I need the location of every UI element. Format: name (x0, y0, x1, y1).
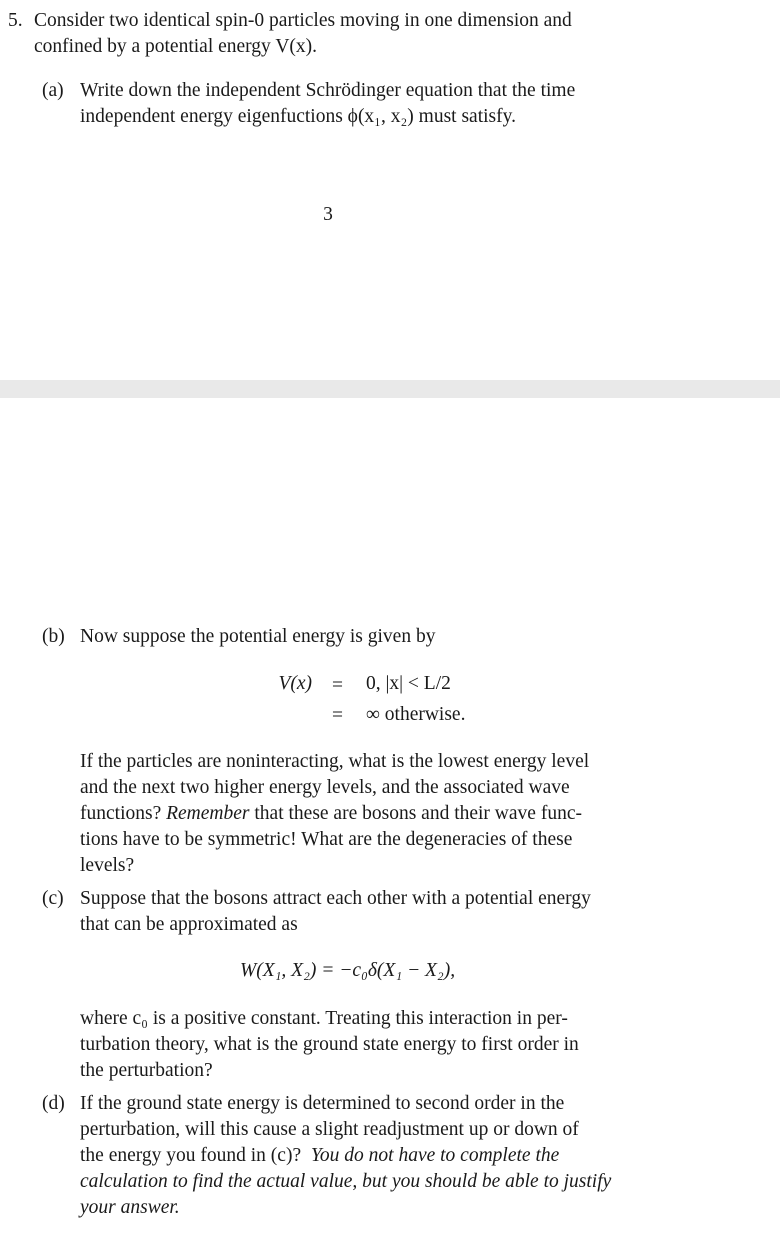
part-d-line2: perturbation, will this cause a slight readjustment up or down of (80, 1119, 579, 1140)
interaction-equation: W(X₁, X₂) = −c₀δ(X₁ − X₂), (240, 960, 456, 981)
page-number: 3 (323, 204, 333, 225)
eq-equals-2: = (332, 705, 343, 726)
part-b-paragraph (80, 749, 674, 879)
eq-lhs: V(x) (278, 673, 312, 694)
part-b-para-line1: If the particles are noninteracting, what is the lowest energy level (80, 751, 590, 772)
problem-number: 5. (8, 10, 23, 31)
part-d-line1: If the ground state energy is determined to second order in the (80, 1093, 565, 1114)
part-d-line5: your answer. (80, 1197, 180, 1218)
part-c-paragraph (80, 1006, 674, 1084)
remember-emphasis: Remember (166, 803, 250, 824)
part-c-line5: the perturbation? (80, 1060, 213, 1081)
part-a-line1: Write down the independent Schrödinger equation that the time (80, 80, 576, 101)
eq-equals-1: = (332, 675, 343, 696)
part-c-line2: that can be approximated as (80, 914, 298, 935)
part-d-body (80, 1091, 674, 1221)
eq-rhs-1: 0, |x| < L/2 (366, 673, 451, 694)
part-b-para-line5: levels? (80, 855, 135, 876)
part-b-label: (b) (42, 626, 65, 647)
problem-intro-line2: confined by a potential energy V(x). (34, 36, 318, 57)
part-c-intro (80, 886, 674, 938)
part-c-line1: Suppose that the bosons attract each other with a potential energy (80, 888, 591, 909)
part-b-para-line2: and the next two higher energy levels, and the associated wave (80, 777, 570, 798)
eq-rhs-2: ∞ otherwise. (366, 704, 466, 725)
part-b-para-line4: tions have to be symmetric! What are the degeneracies of these (80, 829, 573, 850)
problem-statement (8, 8, 678, 60)
part-d-line3: the energy you found in (c)? You do not have to complete the (80, 1145, 560, 1166)
part-c-line4: turbation theory, what is the ground state energy to first order in (80, 1034, 579, 1055)
part-a-label: (a) (42, 80, 64, 101)
part-c-line3: where c₀ is a positive constant. Treating this interaction in per- (80, 1008, 568, 1029)
page-separator (0, 380, 780, 398)
part-b-intro: Now suppose the potential energy is given by (80, 626, 436, 647)
part-a-body (80, 78, 674, 130)
part-a-line2: independent energy eigenfuctions ϕ(x₁, x₂) must satisfy. (80, 106, 516, 127)
part-b-para-line3: functions? Remember that these are bosons and their wave func- (80, 803, 582, 824)
part-c-label: (c) (42, 888, 64, 909)
problem-intro-line1: Consider two identical spin-0 particles moving in one dimension and (34, 10, 572, 31)
part-d-line4: calculation to find the actual value, but you should be able to justify (80, 1171, 612, 1192)
part-d-label: (d) (42, 1093, 65, 1114)
